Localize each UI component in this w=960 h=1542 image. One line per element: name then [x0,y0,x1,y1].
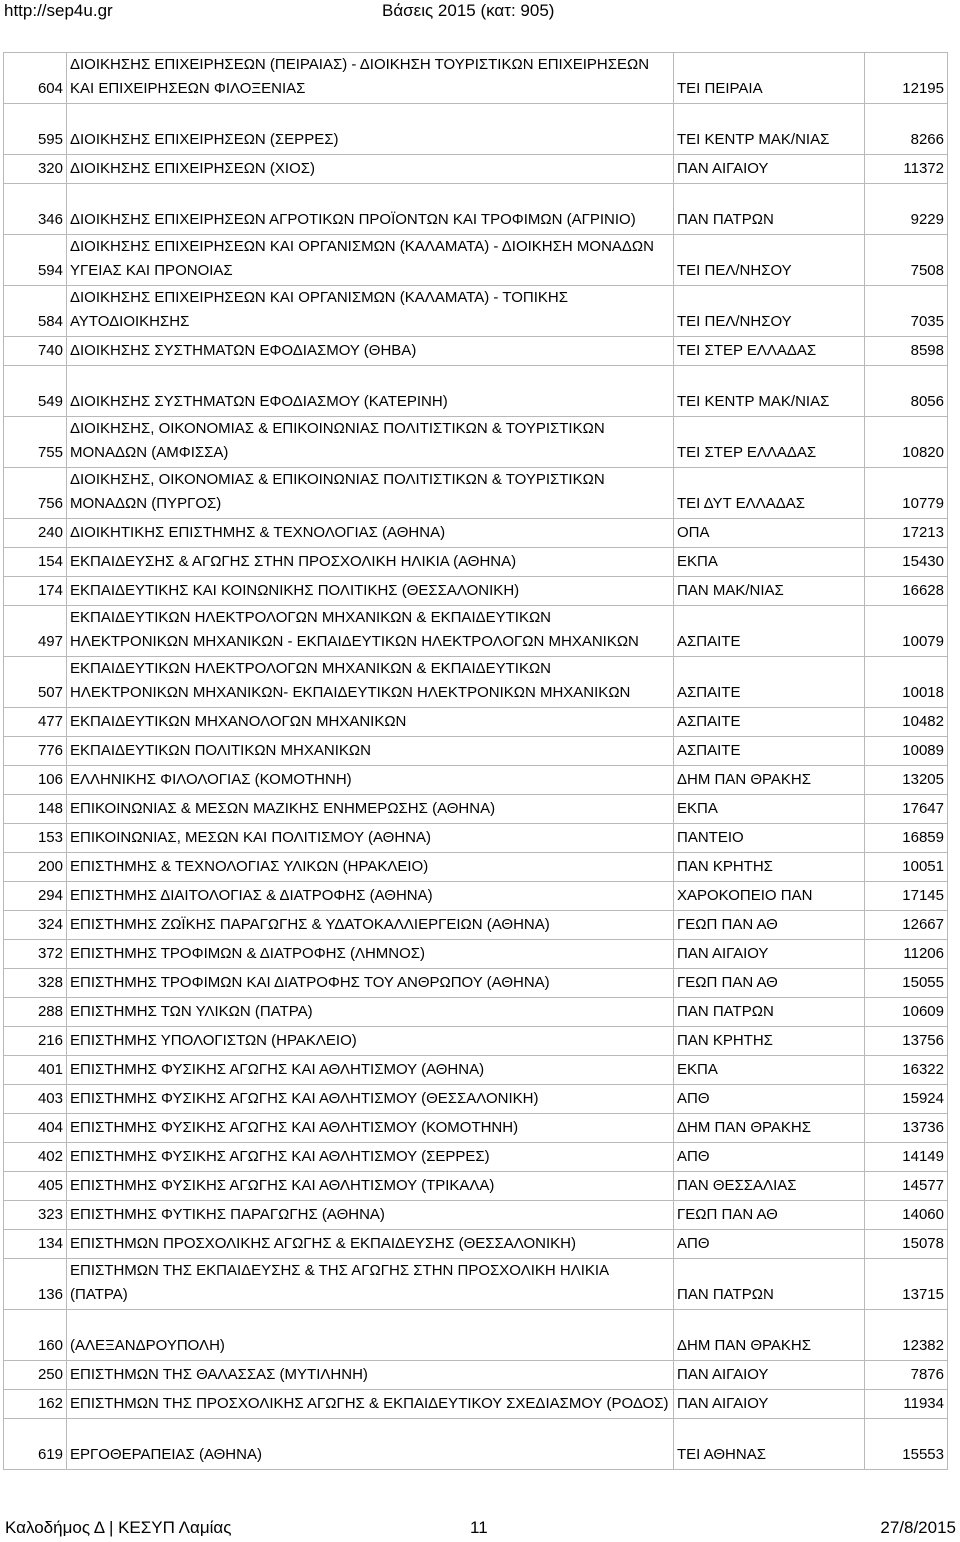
page-number: 11 [470,1518,488,1537]
base-score: 12667 [865,911,948,940]
table-row [4,657,948,708]
table-row [4,235,948,286]
base-score: 7508 [865,235,948,286]
department-code: 755 [4,417,67,468]
department-code: 288 [4,998,67,1027]
department-code: 372 [4,940,67,969]
institution: ΑΠΘ [674,1230,865,1259]
department-name: ΔΙΟΙΚΗΣΗΣ ΣΥΣΤΗΜΑΤΩΝ ΕΦΟΔΙΑΣΜΟΥ (ΘΗΒΑ) [67,337,674,366]
department-name: ΕΠΙΣΤΗΜΩΝ ΠΡΟΣΧΟΛΙΚΗΣ ΑΓΩΓΗΣ & ΕΚΠΑΙΔΕΥΣΗΣ (ΘΕΣΣΑΛΟΝΙΚΗ) [67,1230,674,1259]
table-row [4,1172,948,1201]
department-name: ΕΠΙΣΤΗΜΗΣ ΦΥΤΙΚΗΣ ΠΑΡΑΓΩΓΗΣ (ΑΘΗΝΑ) [67,1201,674,1230]
department-name: ΔΙΟΙΚΗΣΗΣ ΕΠΙΧΕΙΡΗΣΕΩΝ ΚΑΙ ΟΡΓΑΝΙΣΜΩΝ (ΚΑΛΑΜΑΤΑ) - ΔΙΟΙΚΗΣΗ ΜΟΝΑΔΩΝ ΥΓΕΙΑΣ ΚΑΙ ΠΡΟΝΟΙΑΣ [67,235,674,286]
department-name: ΕΠΙΣΤΗΜΗΣ ΥΠΟΛΟΓΙΣΤΩΝ (ΗΡΑΚΛΕΙΟ) [67,1027,674,1056]
table-row [4,184,948,235]
department-code: 403 [4,1085,67,1114]
department-name: ΔΙΟΙΚΗΣΗΣ, ΟΙΚΟΝΟΜΙΑΣ & ΕΠΙΚΟΙΝΩΝΙΑΣ ΠΟΛΙΤΙΣΤΙΚΩΝ & ΤΟΥΡΙΣΤΙΚΩΝ ΜΟΝΑΔΩΝ (ΠΥΡΓΟΣ) [67,468,674,519]
institution: ΑΣΠΑΙΤΕ [674,657,865,708]
table-row [4,1114,948,1143]
table-row [4,155,948,184]
department-code: 200 [4,853,67,882]
base-score: 15055 [865,969,948,998]
base-score: 10051 [865,853,948,882]
department-code: 323 [4,1201,67,1230]
department-name: ΔΙΟΙΚΗΣΗΣ ΕΠΙΧΕΙΡΗΣΕΩΝ ΚΑΙ ΟΡΓΑΝΙΣΜΩΝ (ΚΑΛΑΜΑΤΑ) - ΤΟΠΙΚΗΣ ΑΥΤΟΔΙΟΙΚΗΣΗΣ [67,286,674,337]
institution: ΧΑΡΟΚΟΠΕΙΟ ΠΑΝ [674,882,865,911]
department-name: ΕΠΙΣΤΗΜΗΣ ΤΡΟΦΙΜΩΝ ΚΑΙ ΔΙΑΤΡΟΦΗΣ ΤΟΥ ΑΝΘΡΩΠΟΥ (ΑΘΗΝΑ) [67,969,674,998]
footer-author: Καλοδήμος Δ | ΚΕΣΥΠ Λαμίας [5,1518,232,1537]
department-code: 402 [4,1143,67,1172]
department-name: ΕΠΙΣΤΗΜΗΣ ΖΩΪΚΗΣ ΠΑΡΑΓΩΓΗΣ & ΥΔΑΤΟΚΑΛΛΙΕΡΓΕΙΩΝ (ΑΘΗΝΑ) [67,911,674,940]
institution: ΠΑΝΤΕΙΟ [674,824,865,853]
base-score: 11934 [865,1390,948,1419]
table-row [4,53,948,104]
base-score: 10482 [865,708,948,737]
department-code: 477 [4,708,67,737]
department-name: ΕΛΛΗΝΙΚΗΣ ΦΙΛΟΛΟΓΙΑΣ (ΚΟΜΟΤΗΝΗ) [67,766,674,795]
institution: ΓΕΩΠ ΠΑΝ ΑΘ [674,1201,865,1230]
base-score: 10820 [865,417,948,468]
department-name: ΕΠΙΣΤΗΜΩΝ ΤΗΣ ΘΑΛΑΣΣΑΣ (ΜΥΤΙΛΗΝΗ) [67,1361,674,1390]
department-name: ΔΙΟΙΚΗΣΗΣ ΕΠΙΧΕΙΡΗΣΕΩΝ (ΠΕΙΡΑΙΑΣ) - ΔΙΟΙΚΗΣΗ ΤΟΥΡΙΣΤΙΚΩΝ ΕΠΙΧΕΙΡΗΣΕΩΝ ΚΑΙ ΕΠΙΧΕΙΡΗΣΕΩΝ ΦΙΛΟΞΕΝΙΑΣ [67,53,674,104]
table-row [4,795,948,824]
department-name: ΔΙΟΙΚΗΣΗΣ ΕΠΙΧΕΙΡΗΣΕΩΝ ΑΓΡΟΤΙΚΩΝ ΠΡΟΪΟΝΤΩΝ ΚΑΙ ΤΡΟΦΙΜΩΝ (ΑΓΡΙΝΙΟ) [67,184,674,235]
department-code: 148 [4,795,67,824]
institution: ΕΚΠΑ [674,548,865,577]
base-score: 17145 [865,882,948,911]
institution: ΠΑΝ ΑΙΓΑΙΟΥ [674,1390,865,1419]
base-score: 10079 [865,606,948,657]
institution: ΤΕΙ ΑΘΗΝΑΣ [674,1419,865,1470]
table-row [4,1419,948,1470]
institution: ΤΕΙ ΚΕΝΤΡ ΜΑΚ/ΝΙΑΣ [674,366,865,417]
table-row [4,606,948,657]
department-name: ΕΚΠΑΙΔΕΥΣΗΣ & ΑΓΩΓΗΣ ΣΤΗΝ ΠΡΟΣΧΟΛΙΚΗ ΗΛΙΚΙΑ (ΑΘΗΝΑ) [67,548,674,577]
department-code: 324 [4,911,67,940]
department-code: 294 [4,882,67,911]
base-score: 14149 [865,1143,948,1172]
institution: ΑΣΠΑΙΤΕ [674,606,865,657]
table-row [4,337,948,366]
department-code: 328 [4,969,67,998]
department-name: ΔΙΟΙΚΗΣΗΣ ΕΠΙΧΕΙΡΗΣΕΩΝ (ΧΙΟΣ) [67,155,674,184]
department-code: 619 [4,1419,67,1470]
institution: ΤΕΙ ΠΕΛ/ΝΗΣΟΥ [674,286,865,337]
institution: ΓΕΩΠ ΠΑΝ ΑΘ [674,969,865,998]
table-row [4,1027,948,1056]
base-score: 8266 [865,104,948,155]
table-row [4,577,948,606]
department-code: 776 [4,737,67,766]
base-score: 9229 [865,184,948,235]
table-row [4,366,948,417]
department-code: 136 [4,1259,67,1310]
table-row [4,1361,948,1390]
department-name: ΕΠΙΣΤΗΜΩΝ ΤΗΣ ΠΡΟΣΧΟΛΙΚΗΣ ΑΓΩΓΗΣ & ΕΚΠΑΙΔΕΥΤΙΚΟΥ ΣΧΕΔΙΑΣΜΟΥ (ΡΟΔΟΣ) [67,1390,674,1419]
institution: ΑΠΘ [674,1085,865,1114]
base-score: 10018 [865,657,948,708]
institution: ΠΑΝ ΚΡΗΤΗΣ [674,853,865,882]
institution: ΠΑΝ ΠΑΤΡΩΝ [674,998,865,1027]
base-score: 10779 [865,468,948,519]
department-code: 549 [4,366,67,417]
institution: ΤΕΙ ΔΥΤ ΕΛΛΑΔΑΣ [674,468,865,519]
department-code: 404 [4,1114,67,1143]
base-score: 17213 [865,519,948,548]
table-row [4,998,948,1027]
base-score: 15924 [865,1085,948,1114]
base-score: 12195 [865,53,948,104]
base-score: 8598 [865,337,948,366]
department-name: ΔΙΟΙΚΗΣΗΣ ΕΠΙΧΕΙΡΗΣΕΩΝ (ΣΕΡΡΕΣ) [67,104,674,155]
base-score: 10609 [865,998,948,1027]
base-score: 8056 [865,366,948,417]
table-row [4,548,948,577]
base-score: 17647 [865,795,948,824]
institution: ΕΚΠΑ [674,1056,865,1085]
institution: ΑΠΘ [674,1143,865,1172]
department-code: 604 [4,53,67,104]
department-name: ΔΙΟΙΚΗΤΙΚΗΣ ΕΠΙΣΤΗΜΗΣ & ΤΕΧΝΟΛΟΓΙΑΣ (ΑΘΗΝΑ) [67,519,674,548]
department-name: ΕΡΓΟΘΕΡΑΠΕΙΑΣ (ΑΘΗΝΑ) [67,1419,674,1470]
department-name: ΕΚΠΑΙΔΕΥΤΙΚΩΝ ΗΛΕΚΤΡΟΛΟΓΩΝ ΜΗΧΑΝΙΚΩΝ & ΕΚΠΑΙΔΕΥΤΙΚΩΝ ΗΛΕΚΤΡΟΝΙΚΩΝ ΜΗΧΑΝΙΚΩΝ - ΕΚΠΑΙΔΕΥΤΙΚΩΝ ΗΛΕΚΤΡΟΛΟΓΩΝ ΜΗΧΑΝΙΚΩΝ [67,606,674,657]
source-url[interactable]: http://sep4u.gr [4,1,113,20]
table-row [4,969,948,998]
base-score: 16322 [865,1056,948,1085]
institution: ΠΑΝ ΠΑΤΡΩΝ [674,1259,865,1310]
page-header [0,0,960,24]
base-score: 16628 [865,577,948,606]
institution: ΤΕΙ ΣΤΕΡ ΕΛΛΑΔΑΣ [674,417,865,468]
department-name: ΕΠΙΣΤΗΜΩΝ ΤΗΣ ΕΚΠΑΙΔΕΥΣΗΣ & ΤΗΣ ΑΓΩΓΗΣ ΣΤΗΝ ΠΡΟΣΧΟΛΙΚΗ ΗΛΙΚΙΑ (ΠΑΤΡΑ) [67,1259,674,1310]
department-code: 401 [4,1056,67,1085]
department-code: 106 [4,766,67,795]
table-row [4,824,948,853]
base-score: 15553 [865,1419,948,1470]
department-name: ΕΠΙΣΤΗΜΗΣ ΤΡΟΦΙΜΩΝ & ΔΙΑΤΡΟΦΗΣ (ΛΗΜΝΟΣ) [67,940,674,969]
table-row [4,708,948,737]
department-name: ΔΙΟΙΚΗΣΗΣ ΣΥΣΤΗΜΑΤΩΝ ΕΦΟΔΙΑΣΜΟΥ (ΚΑΤΕΡΙΝΗ) [67,366,674,417]
department-name: ΕΠΙΣΤΗΜΗΣ ΦΥΣΙΚΗΣ ΑΓΩΓΗΣ ΚΑΙ ΑΘΛΗΤΙΣΜΟΥ (ΣΕΡΡΕΣ) [67,1143,674,1172]
department-name: ΕΚΠΑΙΔΕΥΤΙΚΩΝ ΠΟΛΙΤΙΚΩΝ ΜΗΧΑΝΙΚΩΝ [67,737,674,766]
department-code: 320 [4,155,67,184]
table-row [4,940,948,969]
department-code: 507 [4,657,67,708]
table-row [4,104,948,155]
institution: ΑΣΠΑΙΤΕ [674,737,865,766]
department-code: 250 [4,1361,67,1390]
department-name: ΕΠΙΣΤΗΜΗΣ ΦΥΣΙΚΗΣ ΑΓΩΓΗΣ ΚΑΙ ΑΘΛΗΤΙΣΜΟΥ (ΤΡΙΚΑΛΑ) [67,1172,674,1201]
table-row [4,1259,948,1310]
table-row [4,417,948,468]
table-row [4,911,948,940]
base-score: 11206 [865,940,948,969]
department-code: 162 [4,1390,67,1419]
institution: ΤΕΙ ΚΕΝΤΡ ΜΑΚ/ΝΙΑΣ [674,104,865,155]
institution: ΠΑΝ ΑΙΓΑΙΟΥ [674,940,865,969]
footer-date: 27/8/2015 [880,1518,956,1537]
institution: ΟΠΑ [674,519,865,548]
base-score: 13756 [865,1027,948,1056]
base-score: 7876 [865,1361,948,1390]
department-code: 346 [4,184,67,235]
department-code: 240 [4,519,67,548]
department-code: 134 [4,1230,67,1259]
institution: ΕΚΠΑ [674,795,865,824]
table-row [4,1085,948,1114]
department-name: ΔΙΟΙΚΗΣΗΣ, ΟΙΚΟΝΟΜΙΑΣ & ΕΠΙΚΟΙΝΩΝΙΑΣ ΠΟΛΙΤΙΣΤΙΚΩΝ & ΤΟΥΡΙΣΤΙΚΩΝ ΜΟΝΑΔΩΝ (ΑΜΦΙΣΣΑ) [67,417,674,468]
base-score: 13715 [865,1259,948,1310]
institution: ΤΕΙ ΠΕΛ/ΝΗΣΟΥ [674,235,865,286]
base-score: 14060 [865,1201,948,1230]
department-name: ΕΠΙΣΤΗΜΗΣ ΔΙΑΙΤΟΛΟΓΙΑΣ & ΔΙΑΤΡΟΦΗΣ (ΑΘΗΝΑ) [67,882,674,911]
base-score: 11372 [865,155,948,184]
department-code: 216 [4,1027,67,1056]
base-score: 15430 [865,548,948,577]
base-score: 16859 [865,824,948,853]
department-code: 497 [4,606,67,657]
department-name: ΕΠΙΣΤΗΜΗΣ ΤΩΝ ΥΛΙΚΩΝ (ΠΑΤΡΑ) [67,998,674,1027]
institution: ΔΗΜ ΠΑΝ ΘΡΑΚΗΣ [674,766,865,795]
table-row [4,1143,948,1172]
department-name: (ΑΛΕΞΑΝΔΡΟΥΠΟΛΗ) [67,1310,674,1361]
institution: ΠΑΝ ΘΕΣΣΑΛΙΑΣ [674,1172,865,1201]
base-score: 14577 [865,1172,948,1201]
department-name: ΕΠΙΣΤΗΜΗΣ ΦΥΣΙΚΗΣ ΑΓΩΓΗΣ ΚΑΙ ΑΘΛΗΤΙΣΜΟΥ (ΚΟΜΟΤΗΝΗ) [67,1114,674,1143]
department-code: 405 [4,1172,67,1201]
department-code: 595 [4,104,67,155]
department-name: ΕΠΙΚΟΙΝΩΝΙΑΣ & ΜΕΣΩΝ ΜΑΖΙΚΗΣ ΕΝΗΜΕΡΩΣΗΣ (ΑΘΗΝΑ) [67,795,674,824]
table-row [4,468,948,519]
base-score: 13205 [865,766,948,795]
department-name: ΕΚΠΑΙΔΕΥΤΙΚΩΝ ΜΗΧΑΝΟΛΟΓΩΝ ΜΗΧΑΝΙΚΩΝ [67,708,674,737]
table-row [4,1310,948,1361]
institution: ΤΕΙ ΠΕΙΡΑΙΑ [674,53,865,104]
department-code: 153 [4,824,67,853]
institution: ΤΕΙ ΣΤΕΡ ΕΛΛΑΔΑΣ [674,337,865,366]
institution: ΠΑΝ ΑΙΓΑΙΟΥ [674,1361,865,1390]
institution: ΠΑΝ ΠΑΤΡΩΝ [674,184,865,235]
institution: ΔΗΜ ΠΑΝ ΘΡΑΚΗΣ [674,1310,865,1361]
table-row [4,1201,948,1230]
department-name: ΕΠΙΣΤΗΜΗΣ ΦΥΣΙΚΗΣ ΑΓΩΓΗΣ ΚΑΙ ΑΘΛΗΤΙΣΜΟΥ (ΑΘΗΝΑ) [67,1056,674,1085]
admissions-table [3,52,948,1470]
department-name: ΕΚΠΑΙΔΕΥΤΙΚΗΣ ΚΑΙ ΚΟΙΝΩΝΙΚΗΣ ΠΟΛΙΤΙΚΗΣ (ΘΕΣΣΑΛΟΝΙΚΗ) [67,577,674,606]
table-row [4,766,948,795]
table-row [4,737,948,766]
base-score: 10089 [865,737,948,766]
institution: ΔΗΜ ΠΑΝ ΘΡΑΚΗΣ [674,1114,865,1143]
department-name: ΕΠΙΣΤΗΜΗΣ ΦΥΣΙΚΗΣ ΑΓΩΓΗΣ ΚΑΙ ΑΘΛΗΤΙΣΜΟΥ (ΘΕΣΣΑΛΟΝΙΚΗ) [67,1085,674,1114]
department-name: ΕΠΙΚΟΙΝΩΝΙΑΣ, ΜΕΣΩΝ ΚΑΙ ΠΟΛΙΤΙΣΜΟΥ (ΑΘΗΝΑ) [67,824,674,853]
department-name: ΕΠΙΣΤΗΜΗΣ & ΤΕΧΝΟΛΟΓΙΑΣ ΥΛΙΚΩΝ (ΗΡΑΚΛΕΙΟ) [67,853,674,882]
institution: ΓΕΩΠ ΠΑΝ ΑΘ [674,911,865,940]
department-code: 584 [4,286,67,337]
table-row [4,1390,948,1419]
department-code: 740 [4,337,67,366]
institution: ΠΑΝ ΑΙΓΑΙΟΥ [674,155,865,184]
table-row [4,286,948,337]
department-code: 756 [4,468,67,519]
base-score: 15078 [865,1230,948,1259]
department-code: 594 [4,235,67,286]
base-score: 12382 [865,1310,948,1361]
department-code: 174 [4,577,67,606]
institution: ΠΑΝ ΚΡΗΤΗΣ [674,1027,865,1056]
base-score: 7035 [865,286,948,337]
table-row [4,1230,948,1259]
page-title: Βάσεις 2015 (κατ: 905) [382,1,555,20]
base-score: 13736 [865,1114,948,1143]
table-row [4,519,948,548]
department-code: 160 [4,1310,67,1361]
table-row [4,882,948,911]
table-row [4,1056,948,1085]
institution: ΑΣΠΑΙΤΕ [674,708,865,737]
department-code: 154 [4,548,67,577]
department-name: ΕΚΠΑΙΔΕΥΤΙΚΩΝ ΗΛΕΚΤΡΟΛΟΓΩΝ ΜΗΧΑΝΙΚΩΝ & ΕΚΠΑΙΔΕΥΤΙΚΩΝ ΗΛΕΚΤΡΟΝΙΚΩΝ ΜΗΧΑΝΙΚΩΝ- ΕΚΠΑΙΔΕΥΤΙΚΩΝ ΗΛΕΚΤΡΟΝΙΚΩΝ ΜΗΧΑΝΙΚΩΝ [67,657,674,708]
table-row [4,853,948,882]
institution: ΠΑΝ ΜΑΚ/ΝΙΑΣ [674,577,865,606]
